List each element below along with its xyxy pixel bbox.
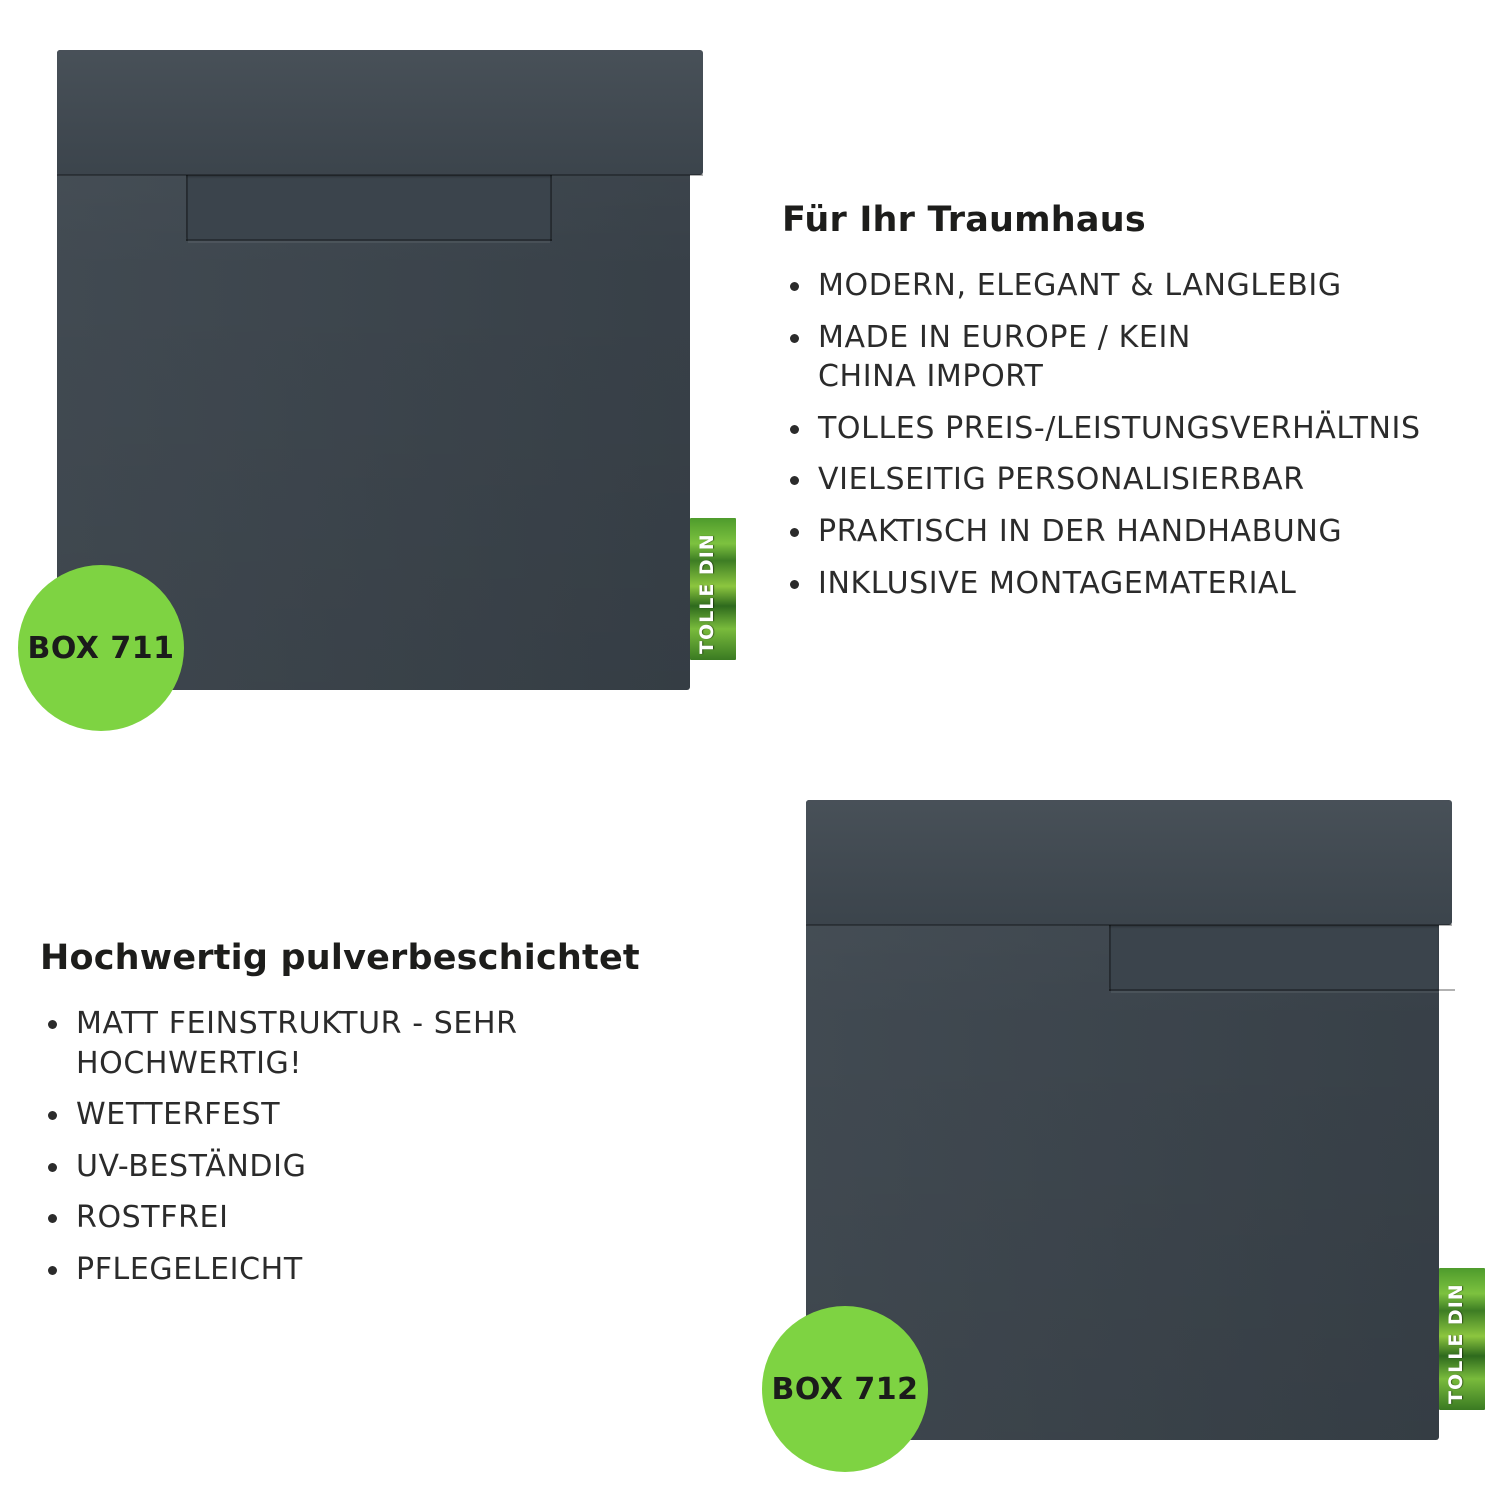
badge-box-711: [18, 565, 184, 731]
list-item: UV-BESTÄNDIG: [40, 1147, 700, 1187]
mailbox-lid: [806, 800, 1452, 925]
text-block-traumhaus: [782, 200, 1482, 615]
list-item: VIELSEITIG PERSONALISIERBAR: [782, 460, 1482, 500]
newspaper-label: TOLLE DIN: [696, 533, 718, 654]
newspaper-in-holder: [690, 518, 736, 660]
text-block-pulverbeschichtet-list: [40, 1004, 700, 1290]
list-item: MATT FEINSTRUKTUR - SEHR HOCHWERTIG!: [40, 1004, 636, 1083]
text-block-traumhaus-list: [782, 266, 1482, 603]
list-item: PRAKTISCH IN DER HANDHABUNG: [782, 512, 1482, 552]
text-block-traumhaus-title: Für Ihr Traumhaus: [782, 200, 1146, 240]
list-item: MODERN, ELEGANT & LANGLEBIG: [782, 266, 1482, 306]
badge-label-712: BOX 712: [771, 1371, 919, 1407]
list-item: TOLLES PREIS-/LEISTUNGSVERHÄLTNIS: [782, 409, 1482, 449]
mailbox-slot-highlight: [188, 241, 550, 243]
list-item: ROSTFREI: [40, 1198, 700, 1238]
list-item: WETTERFEST: [40, 1095, 700, 1135]
text-block-pulverbeschichtet: [40, 938, 700, 1302]
mailbox-slot-recess: [186, 175, 552, 240]
list-item: INKLUSIVE MONTAGEMATERIAL: [782, 564, 1482, 604]
list-item: MADE IN EUROPE / KEIN CHINA IMPORT: [782, 318, 1278, 397]
newspaper-in-holder: [1439, 1268, 1485, 1410]
mailbox-slot-recess: [1109, 925, 1439, 990]
badge-box-712: [762, 1306, 928, 1472]
mailbox-slot-right-edge: [550, 175, 552, 241]
text-block-pulverbeschichtet-title: Hochwertig pulverbeschichtet: [40, 938, 640, 978]
mailbox-slot-highlight: [1111, 991, 1455, 993]
newspaper-label: TOLLE DIN: [1445, 1283, 1467, 1404]
badge-label-711: BOX 711: [27, 630, 175, 666]
mailbox-slot-left-edge: [186, 175, 188, 241]
mailbox-lid-shadow-line: [806, 924, 1452, 926]
mailbox-lid: [57, 50, 703, 175]
list-item: PFLEGELEICHT: [40, 1250, 700, 1290]
mailbox-slot-left-edge: [1109, 925, 1111, 991]
mailbox-lid-shadow-line: [57, 174, 703, 176]
